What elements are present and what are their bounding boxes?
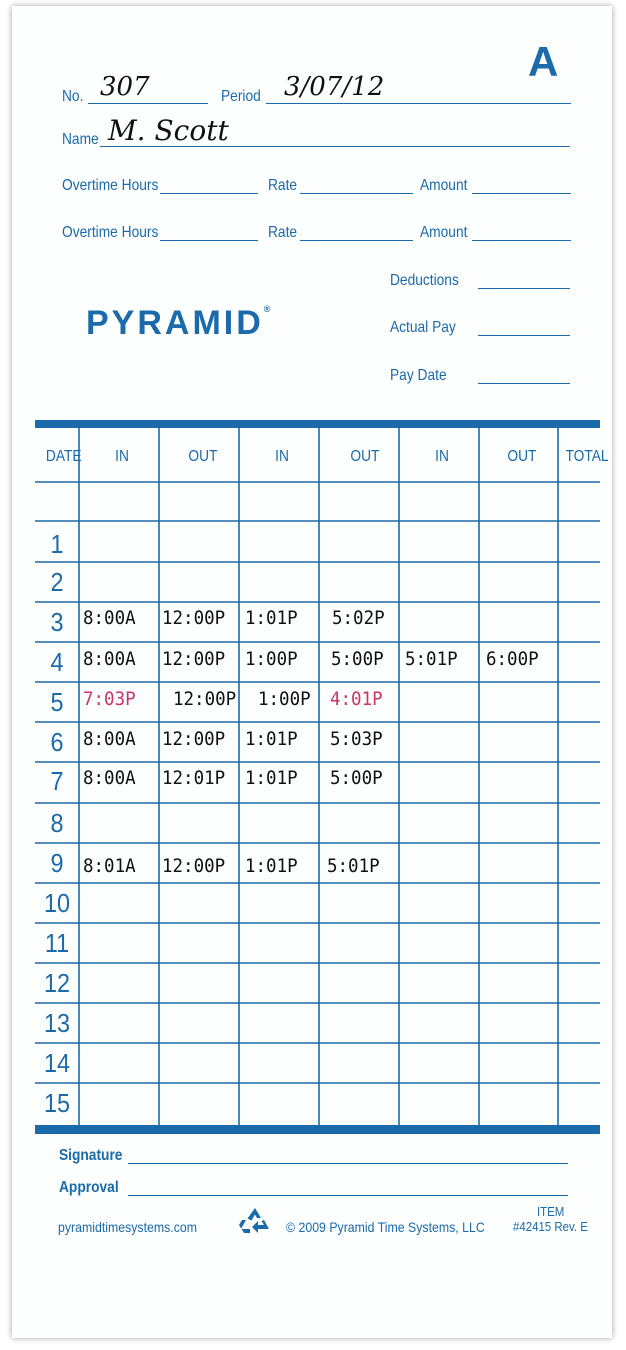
amount-label-1: Amount [420, 177, 468, 194]
card-number: 307 [100, 72, 150, 102]
day6-out-2: 5:03P [330, 728, 383, 750]
deductions-label: Deductions [390, 272, 459, 289]
day5-in-1-late: 7:03P [83, 688, 136, 710]
day7-out-2: 5:00P [330, 767, 383, 789]
amount-label-2: Amount [420, 224, 468, 241]
amount-line-2 [472, 240, 571, 241]
rate-line-1 [300, 193, 413, 194]
header-total: TOTAL [565, 448, 609, 465]
approval-line [128, 1195, 568, 1196]
rate-label-2: Rate [268, 224, 298, 241]
day5-in-2: 1:00P [258, 688, 311, 710]
day4-out-3: 6:00P [486, 648, 539, 670]
day9-out-1: 12:00P [162, 855, 226, 877]
actual-pay-label: Actual Pay [390, 319, 456, 336]
recycle-icon [238, 1206, 272, 1236]
day3-in-1: 8:00A [83, 607, 136, 629]
deductions-line [478, 288, 570, 289]
day3-in-2: 1:01P [245, 607, 298, 629]
actual-pay-line [478, 335, 570, 336]
day5-out-2-early: 4:01P [330, 688, 383, 710]
rate-line-2 [300, 240, 413, 241]
overtime-hours-line-2 [160, 240, 258, 241]
logo-text: PYRAMID [86, 304, 264, 342]
day6-out-1: 12:00P [162, 728, 226, 750]
day4-in-3: 5:01P [405, 648, 458, 670]
day-number-12: 12 [43, 968, 71, 998]
day-number-13: 13 [43, 1008, 71, 1038]
day-number-2: 2 [50, 567, 64, 597]
card-letter: A [528, 38, 559, 85]
name-label: Name [62, 131, 99, 148]
day-number-6: 6 [50, 727, 64, 757]
day4-out-1: 12:00P [162, 648, 226, 670]
day-number-5: 5 [50, 687, 64, 717]
day5-out-1: 12:00P [173, 688, 237, 710]
amount-line-1 [472, 193, 571, 194]
day-number-11: 11 [44, 928, 70, 958]
approval-label: Approval [59, 1179, 119, 1196]
header-date: DATE [45, 448, 82, 465]
period-label: Period [221, 88, 261, 105]
day3-out-2: 5:02P [332, 607, 385, 629]
copyright-text: © 2009 Pyramid Time Systems, LLC [286, 1219, 485, 1235]
no-label: No. [62, 88, 84, 105]
website-text: pyramidtimesystems.com [58, 1219, 197, 1235]
header-out-3: OUT [507, 448, 537, 465]
overtime-hours-label-2: Overtime Hours [62, 224, 159, 241]
header-out-1: OUT [188, 448, 218, 465]
overtime-hours-line-1 [160, 193, 258, 194]
day-number-9: 9 [50, 848, 64, 878]
day7-in-1: 8:00A [83, 767, 136, 789]
signature-label: Signature [59, 1147, 123, 1164]
rate-label-1: Rate [268, 177, 298, 194]
day-number-7: 7 [50, 766, 64, 796]
item-label: ITEM [537, 1204, 565, 1219]
day4-in-1: 8:00A [83, 648, 136, 670]
pyramid-logo [86, 304, 270, 343]
pay-date-label: Pay Date [390, 367, 447, 384]
item-number: #42415 Rev. E [513, 1219, 588, 1234]
no-line [88, 103, 208, 104]
signature-line [128, 1163, 568, 1164]
header-in-3: IN [435, 448, 449, 465]
day-number-4: 4 [50, 647, 64, 677]
header-in-1: IN [115, 448, 129, 465]
pay-date-line [478, 383, 570, 384]
day6-in-2: 1:01P [245, 728, 298, 750]
day9-out-2: 5:01P [327, 855, 380, 877]
day6-in-1: 8:00A [83, 728, 136, 750]
day4-out-2: 5:00P [331, 648, 384, 670]
day7-in-2: 1:01P [245, 767, 298, 789]
day-number-1: 1 [50, 529, 64, 559]
day7-out-1: 12:01P [162, 767, 226, 789]
overtime-hours-label-1: Overtime Hours [62, 177, 159, 194]
period-value: 3/07/12 [284, 72, 385, 102]
day-number-3: 3 [50, 607, 64, 637]
day-number-14: 14 [43, 1048, 71, 1078]
day3-out-1: 12:00P [162, 607, 226, 629]
day-number-8: 8 [50, 808, 64, 838]
header-out-2: OUT [350, 448, 380, 465]
day-number-10: 10 [43, 888, 71, 918]
header-in-2: IN [275, 448, 289, 465]
employee-name: M. Scott [108, 114, 229, 147]
day4-in-2: 1:00P [245, 648, 298, 670]
day9-in-1: 8:01A [83, 855, 136, 877]
day-number-15: 15 [43, 1088, 71, 1118]
day9-in-2: 1:01P [245, 855, 298, 877]
trademark-symbol: ® [263, 304, 271, 314]
period-line [266, 103, 571, 104]
